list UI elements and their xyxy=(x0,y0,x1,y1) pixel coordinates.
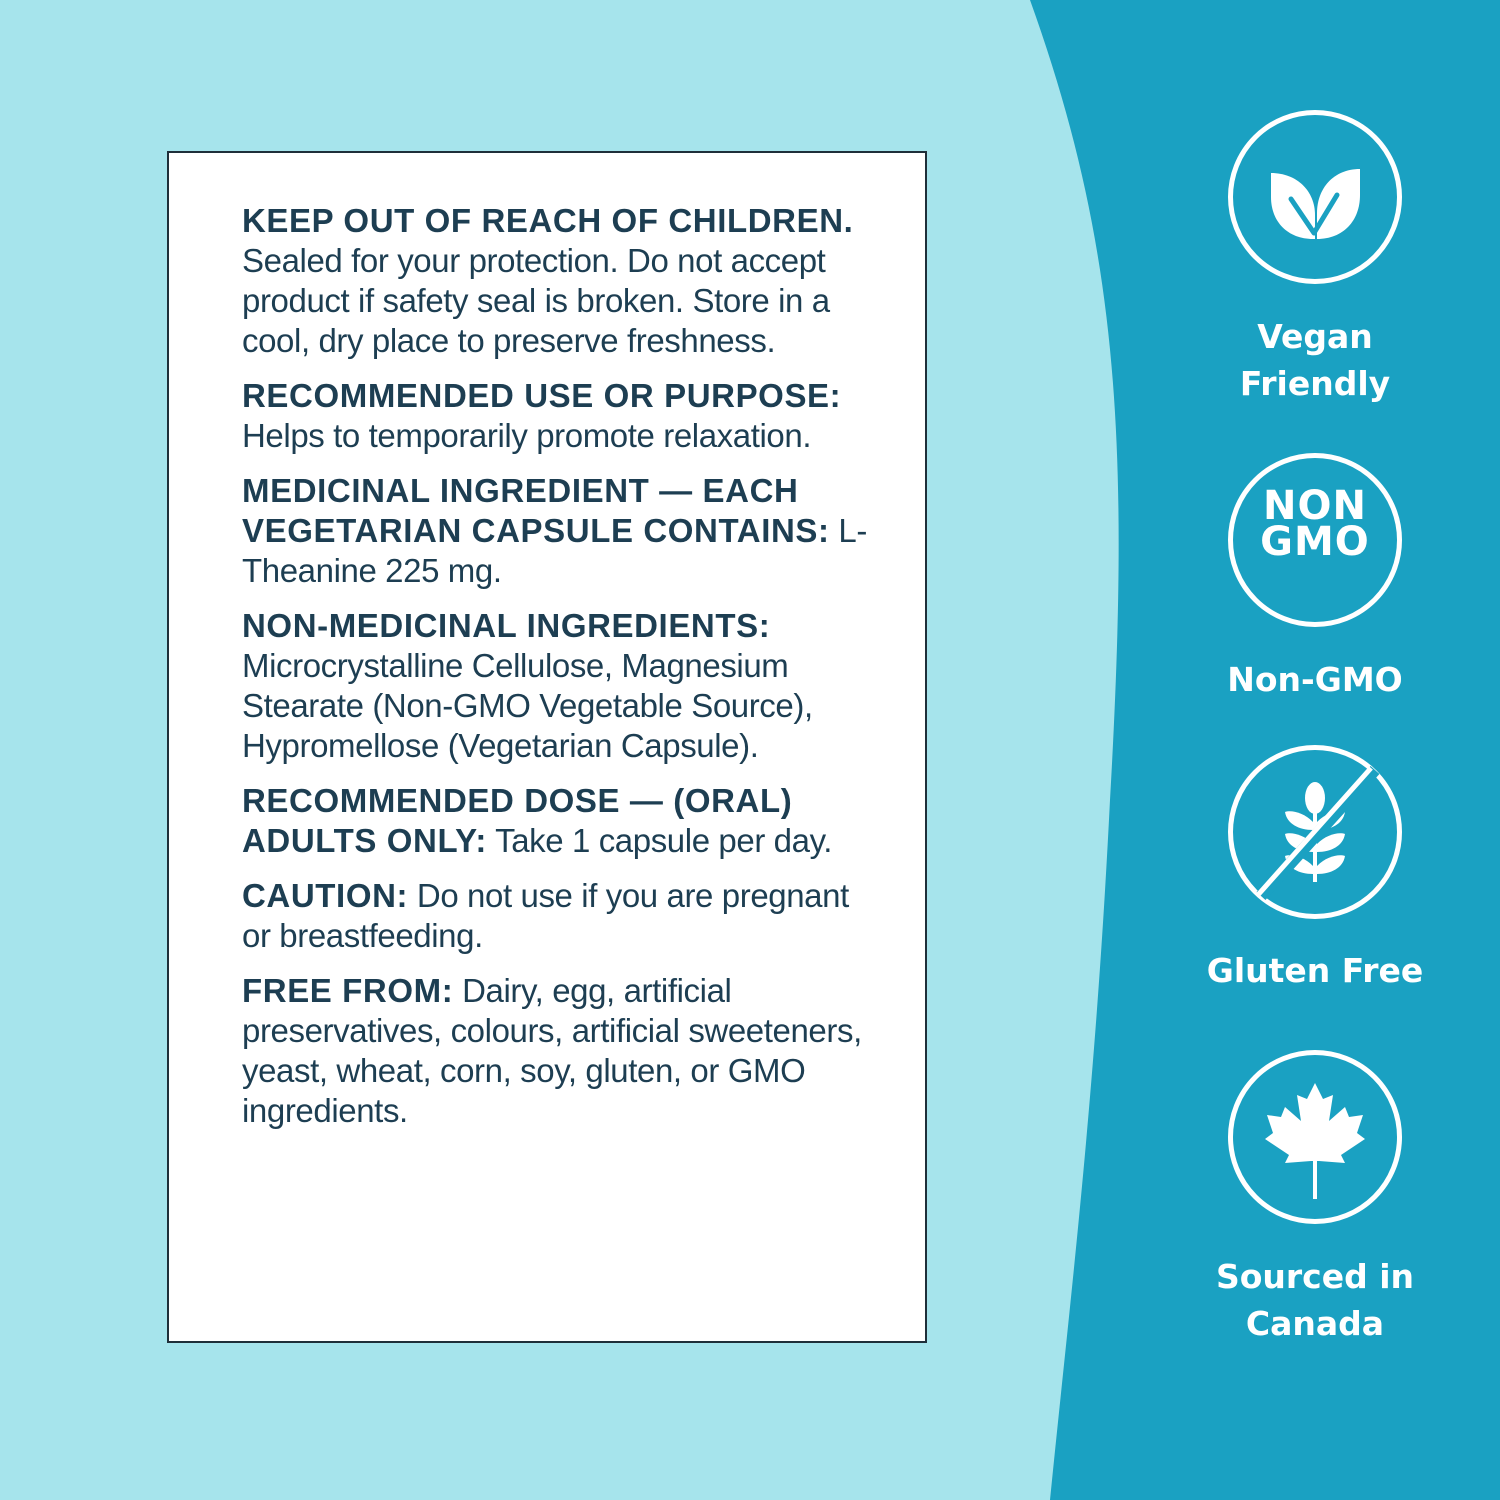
label-text xyxy=(242,201,882,1146)
non-gmo-icon-line: GMO xyxy=(1260,519,1370,565)
label-panel xyxy=(167,151,927,1343)
badge-label-line: Vegan xyxy=(1257,317,1373,356)
maple-leaf-icon xyxy=(1228,1050,1402,1224)
label-section xyxy=(242,876,882,956)
badge-label-line: Sourced in xyxy=(1215,1257,1415,1296)
section-heading: RECOMMENDED DOSE — (ORAL) ADULTS ONLY: xyxy=(242,782,793,859)
section-text: Do not use if you are pregnant or breastfeeding. xyxy=(242,877,849,954)
section-heading: CAUTION: xyxy=(242,877,409,914)
badge-label-line: Non-GMO xyxy=(1227,660,1403,699)
label-section xyxy=(242,201,882,361)
section-heading: FREE FROM: xyxy=(242,972,454,1009)
leaf-icon xyxy=(1228,110,1402,284)
label-section xyxy=(242,971,882,1131)
badge-label-line: Canada xyxy=(1245,1304,1385,1343)
section-heading: NON-MEDICINAL INGREDIENTS: xyxy=(242,607,771,644)
section-text: Take 1 capsule per day. xyxy=(495,822,833,859)
label-section xyxy=(242,376,882,456)
section-text: Sealed for your protection. Do not accept product if safety seal is broken. Store in a cool, dry place to preserve freshness. xyxy=(242,242,830,359)
section-heading: RECOMMENDED USE OR PURPOSE: xyxy=(242,377,842,414)
badge-label-non-gmo xyxy=(1190,656,1440,703)
section-heading: MEDICINAL INGREDIENT — EACH VEGETARIAN CAPSULE CONTAINS: xyxy=(242,472,830,549)
badge-label-line: Gluten Free xyxy=(1206,951,1424,990)
badge-label-gluten-free xyxy=(1190,947,1440,994)
wheat-crossed-icon xyxy=(1228,745,1402,919)
section-text: Microcrystalline Cellulose, Magnesium Stearate (Non-GMO Vegetable Source), Hypromellose (Vegetarian Capsule). xyxy=(242,647,813,764)
section-text: Dairy, egg, artificial preservatives, colours, artificial sweeteners, yeast, wheat, corn, soy, gluten, or GMO ingredients. xyxy=(242,972,862,1129)
non-gmo-icon-text xyxy=(1233,483,1397,565)
label-section xyxy=(242,606,882,766)
section-text: L-Theanine 225 mg. xyxy=(242,512,867,589)
non-gmo-icon-line: NON xyxy=(1263,483,1367,529)
badge-label-canada xyxy=(1190,1253,1440,1347)
badge-column xyxy=(1206,0,1424,1500)
badge-label-vegan xyxy=(1190,313,1440,407)
label-section xyxy=(242,471,882,591)
section-text: Helps to temporarily promote relaxation. xyxy=(242,417,812,454)
label-section xyxy=(242,781,882,861)
badge-label-line: Friendly xyxy=(1239,364,1391,403)
non-gmo-icon xyxy=(1228,453,1402,627)
section-heading: KEEP OUT OF REACH OF CHILDREN. xyxy=(242,202,854,239)
